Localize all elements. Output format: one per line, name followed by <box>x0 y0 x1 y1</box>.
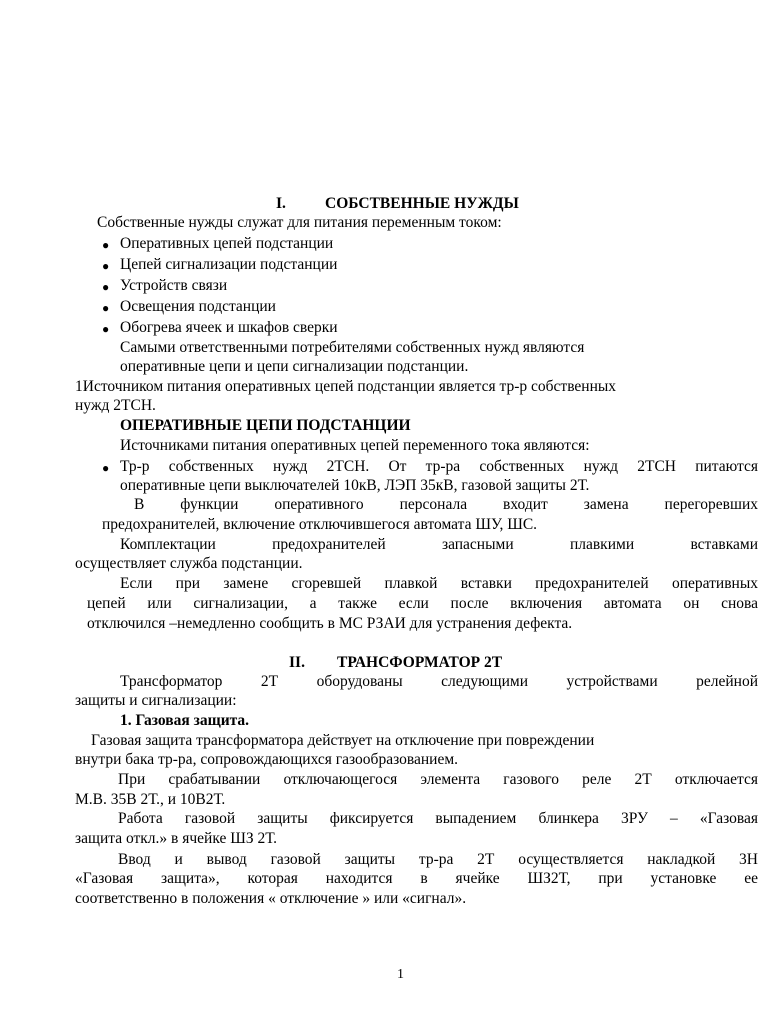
paragraph-line: Ввод и вывод газовой защиты тр-ра 2Т осуществляется накладкой 3Н <box>118 851 758 868</box>
paragraph-line: осуществляет служба подстанции. <box>75 555 303 572</box>
paragraph-line: Комплектации предохранителей запасными плавкими вставками <box>120 536 758 553</box>
subsection-title: 1. Газовая защита. <box>120 712 250 729</box>
section-2-number: II. <box>289 654 305 671</box>
paragraph-line: Тр-р собственных нужд 2ТСН. От тр-ра собственных нужд 2ТСН питаются <box>120 458 758 475</box>
bullet-icon: ● <box>102 322 110 336</box>
page-number: 1 <box>397 967 404 982</box>
bullet-icon: ● <box>102 259 110 273</box>
paragraph-line: оперативные цепи и цепи сигнализации подстанции. <box>120 358 469 375</box>
paragraph-line: внутри бака тр-ра, сопровождающихся газообразованием. <box>75 751 459 768</box>
subsection-title: ОПЕРАТИВНЫЕ ЦЕПИ ПОДСТАНЦИИ <box>120 417 411 434</box>
section-2-title: ТРАНСФОРМАТОР 2Т <box>337 654 503 671</box>
paragraph-line: отключился –немедленно сообщить в МС РЗАИ для устранения дефекта. <box>87 615 573 632</box>
section-1-intro: Собственные нужды служат для питания переменным током: <box>97 214 502 231</box>
paragraph-line: В функции оперативного персонала входит замена перегоревших <box>134 496 758 513</box>
bullet-icon: ● <box>102 280 110 294</box>
paragraph-line: Самыми ответственными потребителями собственных нужд являются <box>120 339 585 356</box>
paragraph-line: Газовая защита трансформатора действует на отключение при повреждении <box>91 732 595 749</box>
paragraph-line: Трансформатор 2Т оборудованы следующими устройствами релейной <box>120 673 758 690</box>
section-1-title: СОБСТВЕННЫЕ НУЖДЫ <box>325 195 519 212</box>
paragraph-line: М.В. 35В 2Т., и 10В2Т. <box>75 791 226 808</box>
paragraph-line: «Газовая защита», которая находится в ячейке ШЗ2Т, при установке ее <box>75 870 758 887</box>
paragraph-line: оперативные цепи выключателей 10кВ, ЛЭП 35кВ, газовой защиты 2Т. <box>120 477 590 494</box>
paragraph-line: предохранителей, включение отключившегося автомата ШУ, ШС. <box>102 516 538 533</box>
paragraph-line: защита откл.» в ячейке ШЗ 2Т. <box>75 830 278 847</box>
paragraph-line: соответственно в положения « отключение » или «сигнал». <box>75 890 467 907</box>
list-item: Освещения подстанции <box>120 298 276 315</box>
list-item: Цепей сигнализации подстанции <box>120 256 338 273</box>
list-item: Обогрева ячеек и шкафов сверки <box>120 319 338 336</box>
section-1-number: I. <box>276 195 286 212</box>
paragraph-line: Работа газовой защиты фиксируется выпадением блинкера 3РУ – «Газовая <box>118 810 758 827</box>
paragraph-line: защиты и сигнализации: <box>75 692 237 709</box>
paragraph-line: цепей или сигнализации, а также если после включения автомата он снова <box>87 595 758 612</box>
bullet-icon: ● <box>102 461 110 475</box>
paragraph-line: Если при замене сгоревшей плавкой вставки предохранителей оперативных <box>120 575 758 592</box>
bullet-icon: ● <box>102 301 110 315</box>
paragraph-line: 1Источником питания оперативных цепей подстанции является тр-р собственных <box>75 378 617 395</box>
list-item: Оперативных цепей подстанции <box>120 235 334 252</box>
bullet-icon: ● <box>102 238 110 252</box>
paragraph-line: нужд 2ТСН. <box>75 397 156 414</box>
paragraph-line: При срабатывании отключающегося элемента газового реле 2Т отключается <box>118 771 758 788</box>
paragraph-line: Источниками питания оперативных цепей переменного тока являются: <box>120 437 590 454</box>
list-item: Устройств связи <box>120 277 228 294</box>
